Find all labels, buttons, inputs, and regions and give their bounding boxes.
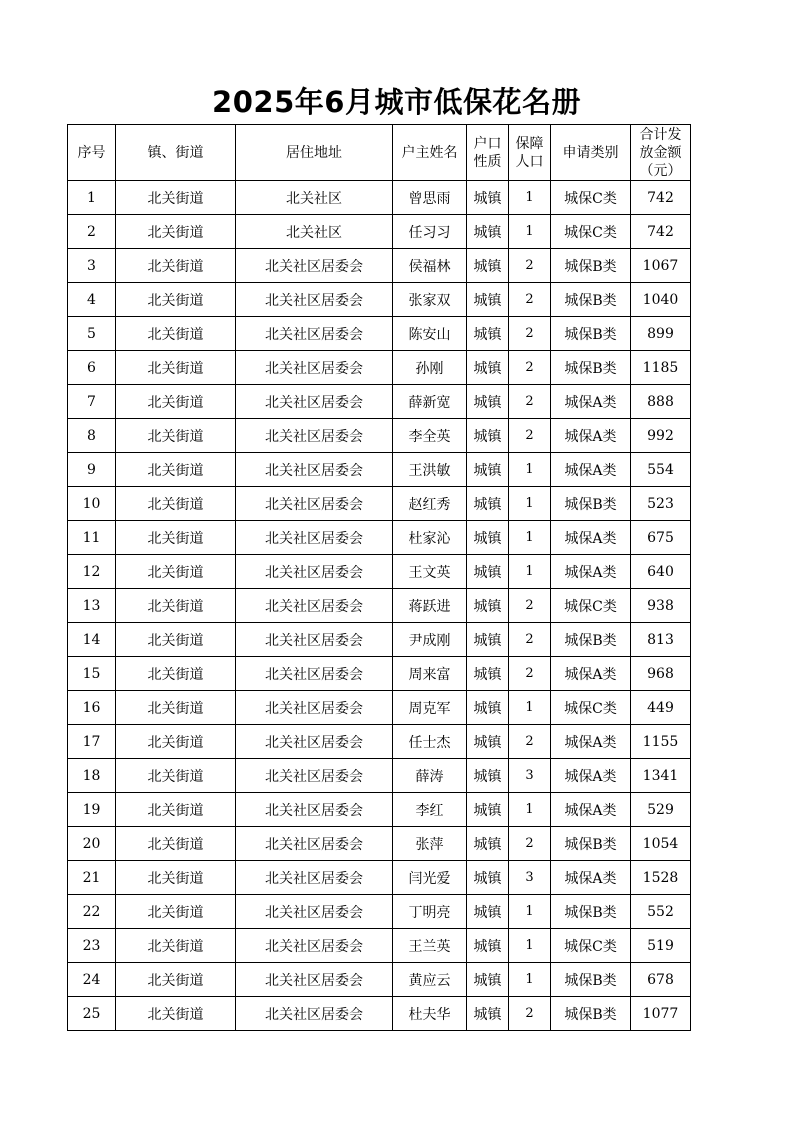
cell-address: 北关社区居委会: [236, 827, 393, 861]
header-persons-line1: 保障: [515, 135, 544, 152]
table-row: [68, 249, 691, 283]
cell-category: 城保B类: [551, 351, 631, 385]
table-row: [68, 589, 691, 623]
table-row: [68, 827, 691, 861]
cell-town: 北关街道: [116, 861, 236, 895]
table-row: [68, 487, 691, 521]
cell-hukou: 城镇: [467, 657, 509, 691]
cell-seq: 12: [68, 555, 116, 589]
cell-seq: 13: [68, 589, 116, 623]
table-row: [68, 623, 691, 657]
cell-category: 城保B类: [551, 283, 631, 317]
table-row: [68, 555, 691, 589]
cell-category: 城保B类: [551, 249, 631, 283]
cell-hukou: 城镇: [467, 793, 509, 827]
cell-hukou: 城镇: [467, 317, 509, 351]
cell-address: 北关社区居委会: [236, 657, 393, 691]
cell-amount: 1341: [631, 759, 691, 793]
cell-head-name: 赵红秀: [393, 487, 467, 521]
cell-category: 城保B类: [551, 317, 631, 351]
cell-amount: 992: [631, 419, 691, 453]
cell-amount: 1040: [631, 283, 691, 317]
table-row: [68, 759, 691, 793]
cell-amount: 678: [631, 963, 691, 997]
cell-category: 城保A类: [551, 453, 631, 487]
cell-address: 北关社区居委会: [236, 929, 393, 963]
cell-amount: 888: [631, 385, 691, 419]
table-row: [68, 453, 691, 487]
cell-persons: 1: [509, 793, 551, 827]
cell-persons: 2: [509, 623, 551, 657]
cell-category: 城保A类: [551, 793, 631, 827]
cell-seq: 22: [68, 895, 116, 929]
cell-category: 城保B类: [551, 963, 631, 997]
cell-head-name: 李全英: [393, 419, 467, 453]
cell-town: 北关街道: [116, 963, 236, 997]
cell-town: 北关街道: [116, 317, 236, 351]
cell-category: 城保A类: [551, 385, 631, 419]
cell-seq: 4: [68, 283, 116, 317]
cell-head-name: 王兰英: [393, 929, 467, 963]
cell-address: 北关社区居委会: [236, 385, 393, 419]
header-amount-line1: 合计发: [639, 126, 682, 143]
cell-head-name: 黄应云: [393, 963, 467, 997]
cell-amount: 1155: [631, 725, 691, 759]
cell-persons: 1: [509, 963, 551, 997]
cell-town: 北关街道: [116, 249, 236, 283]
cell-address: 北关社区居委会: [236, 283, 393, 317]
cell-amount: 813: [631, 623, 691, 657]
cell-hukou: 城镇: [467, 215, 509, 249]
header-persons: [509, 125, 551, 181]
cell-amount: 519: [631, 929, 691, 963]
cell-persons: 2: [509, 997, 551, 1031]
cell-town: 北关街道: [116, 827, 236, 861]
cell-seq: 20: [68, 827, 116, 861]
cell-head-name: 任士杰: [393, 725, 467, 759]
cell-amount: 554: [631, 453, 691, 487]
roster-table: [67, 124, 691, 1031]
cell-head-name: 张家双: [393, 283, 467, 317]
cell-address: 北关社区居委会: [236, 691, 393, 725]
table-row: [68, 317, 691, 351]
cell-category: 城保B类: [551, 827, 631, 861]
cell-amount: 1185: [631, 351, 691, 385]
cell-head-name: 孙刚: [393, 351, 467, 385]
cell-amount: 449: [631, 691, 691, 725]
cell-town: 北关街道: [116, 793, 236, 827]
cell-head-name: 杜夫华: [393, 997, 467, 1031]
cell-town: 北关街道: [116, 895, 236, 929]
cell-amount: 675: [631, 521, 691, 555]
cell-address: 北关社区居委会: [236, 317, 393, 351]
cell-category: 城保A类: [551, 759, 631, 793]
cell-seq: 19: [68, 793, 116, 827]
cell-amount: 1067: [631, 249, 691, 283]
cell-address: 北关社区居委会: [236, 589, 393, 623]
header-hukou-line2: 性质: [473, 153, 502, 170]
cell-persons: 2: [509, 249, 551, 283]
cell-seq: 1: [68, 181, 116, 215]
cell-amount: 523: [631, 487, 691, 521]
cell-address: 北关社区居委会: [236, 487, 393, 521]
cell-hukou: 城镇: [467, 351, 509, 385]
cell-persons: 1: [509, 453, 551, 487]
cell-address: 北关社区居委会: [236, 725, 393, 759]
cell-head-name: 丁明亮: [393, 895, 467, 929]
table-body: [68, 181, 691, 1031]
cell-town: 北关街道: [116, 351, 236, 385]
cell-hukou: 城镇: [467, 861, 509, 895]
cell-hukou: 城镇: [467, 453, 509, 487]
cell-seq: 23: [68, 929, 116, 963]
header-seq: 序号: [68, 125, 116, 181]
cell-seq: 25: [68, 997, 116, 1031]
header-amount: [631, 125, 691, 181]
cell-town: 北关街道: [116, 929, 236, 963]
header-category: 申请类别: [551, 125, 631, 181]
cell-persons: 3: [509, 759, 551, 793]
cell-address: 北关社区居委会: [236, 249, 393, 283]
cell-hukou: 城镇: [467, 691, 509, 725]
cell-category: 城保B类: [551, 997, 631, 1031]
cell-category: 城保B类: [551, 487, 631, 521]
cell-persons: 3: [509, 861, 551, 895]
cell-persons: 1: [509, 691, 551, 725]
cell-address: 北关社区居委会: [236, 521, 393, 555]
cell-head-name: 王文英: [393, 555, 467, 589]
table-header-row: [68, 125, 691, 181]
cell-hukou: 城镇: [467, 963, 509, 997]
table-row: [68, 385, 691, 419]
header-hukou: [467, 125, 509, 181]
cell-amount: 899: [631, 317, 691, 351]
table-row: [68, 861, 691, 895]
cell-amount: 938: [631, 589, 691, 623]
cell-persons: 1: [509, 215, 551, 249]
cell-amount: 552: [631, 895, 691, 929]
cell-persons: 1: [509, 487, 551, 521]
cell-persons: 2: [509, 589, 551, 623]
table-row: [68, 181, 691, 215]
cell-persons: 1: [509, 895, 551, 929]
cell-seq: 6: [68, 351, 116, 385]
cell-category: 城保B类: [551, 623, 631, 657]
cell-category: 城保C类: [551, 691, 631, 725]
cell-hukou: 城镇: [467, 487, 509, 521]
cell-seq: 16: [68, 691, 116, 725]
cell-head-name: 蒋跃进: [393, 589, 467, 623]
cell-hukou: 城镇: [467, 759, 509, 793]
cell-amount: 742: [631, 181, 691, 215]
cell-head-name: 尹成刚: [393, 623, 467, 657]
header-amount-line2: 放金额: [639, 144, 682, 161]
table-row: [68, 997, 691, 1031]
cell-address: 北关社区居委会: [236, 453, 393, 487]
cell-hukou: 城镇: [467, 725, 509, 759]
table-row: [68, 521, 691, 555]
table-row: [68, 963, 691, 997]
table-row: [68, 419, 691, 453]
cell-head-name: 周来富: [393, 657, 467, 691]
cell-category: 城保C类: [551, 181, 631, 215]
cell-category: 城保C类: [551, 215, 631, 249]
cell-persons: 2: [509, 827, 551, 861]
cell-hukou: 城镇: [467, 385, 509, 419]
cell-head-name: 陈安山: [393, 317, 467, 351]
table-row: [68, 215, 691, 249]
cell-category: 城保C类: [551, 589, 631, 623]
table-row: [68, 929, 691, 963]
cell-head-name: 薛新宽: [393, 385, 467, 419]
cell-address: 北关社区居委会: [236, 759, 393, 793]
cell-seq: 8: [68, 419, 116, 453]
cell-town: 北关街道: [116, 555, 236, 589]
cell-hukou: 城镇: [467, 895, 509, 929]
cell-persons: 2: [509, 657, 551, 691]
cell-seq: 17: [68, 725, 116, 759]
cell-amount: 640: [631, 555, 691, 589]
cell-town: 北关街道: [116, 215, 236, 249]
header-address: 居住地址: [236, 125, 393, 181]
cell-town: 北关街道: [116, 487, 236, 521]
cell-seq: 21: [68, 861, 116, 895]
cell-persons: 2: [509, 351, 551, 385]
cell-seq: 3: [68, 249, 116, 283]
cell-seq: 10: [68, 487, 116, 521]
cell-hukou: 城镇: [467, 997, 509, 1031]
cell-address: 北关社区居委会: [236, 997, 393, 1031]
cell-town: 北关街道: [116, 419, 236, 453]
cell-persons: 1: [509, 181, 551, 215]
cell-hukou: 城镇: [467, 181, 509, 215]
table-row: [68, 725, 691, 759]
cell-amount: 1528: [631, 861, 691, 895]
cell-category: 城保A类: [551, 419, 631, 453]
cell-amount: 529: [631, 793, 691, 827]
cell-head-name: 王洪敏: [393, 453, 467, 487]
cell-head-name: 侯福林: [393, 249, 467, 283]
cell-town: 北关街道: [116, 283, 236, 317]
cell-persons: 2: [509, 283, 551, 317]
cell-address: 北关社区居委会: [236, 963, 393, 997]
table-row: [68, 351, 691, 385]
cell-town: 北关街道: [116, 589, 236, 623]
cell-hukou: 城镇: [467, 827, 509, 861]
cell-seq: 9: [68, 453, 116, 487]
table-row: [68, 283, 691, 317]
cell-persons: 2: [509, 725, 551, 759]
cell-town: 北关街道: [116, 453, 236, 487]
cell-amount: 742: [631, 215, 691, 249]
cell-seq: 11: [68, 521, 116, 555]
table-row: [68, 793, 691, 827]
cell-hukou: 城镇: [467, 929, 509, 963]
cell-town: 北关街道: [116, 997, 236, 1031]
cell-seq: 15: [68, 657, 116, 691]
cell-persons: 1: [509, 555, 551, 589]
cell-persons: 2: [509, 419, 551, 453]
cell-amount: 968: [631, 657, 691, 691]
header-hukou-line1: 户口: [473, 135, 502, 152]
cell-persons: 1: [509, 521, 551, 555]
cell-amount: 1054: [631, 827, 691, 861]
cell-category: 城保A类: [551, 725, 631, 759]
cell-head-name: 张萍: [393, 827, 467, 861]
header-head-name: 户主姓名: [393, 125, 467, 181]
cell-hukou: 城镇: [467, 419, 509, 453]
cell-town: 北关街道: [116, 657, 236, 691]
cell-category: 城保A类: [551, 861, 631, 895]
cell-hukou: 城镇: [467, 249, 509, 283]
cell-category: 城保A类: [551, 521, 631, 555]
cell-town: 北关街道: [116, 385, 236, 419]
cell-address: 北关社区居委会: [236, 861, 393, 895]
cell-town: 北关街道: [116, 181, 236, 215]
cell-amount: 1077: [631, 997, 691, 1031]
cell-address: 北关社区: [236, 181, 393, 215]
page-title: 2025年6月城市低保花名册: [212, 85, 581, 119]
cell-town: 北关街道: [116, 691, 236, 725]
cell-seq: 14: [68, 623, 116, 657]
cell-seq: 5: [68, 317, 116, 351]
cell-hukou: 城镇: [467, 623, 509, 657]
cell-head-name: 周克军: [393, 691, 467, 725]
cell-category: 城保B类: [551, 895, 631, 929]
cell-address: 北关社区居委会: [236, 895, 393, 929]
cell-hukou: 城镇: [467, 283, 509, 317]
cell-town: 北关街道: [116, 623, 236, 657]
table-row: [68, 657, 691, 691]
cell-seq: 2: [68, 215, 116, 249]
cell-head-name: 闫光爱: [393, 861, 467, 895]
cell-address: 北关社区居委会: [236, 793, 393, 827]
cell-town: 北关街道: [116, 759, 236, 793]
cell-town: 北关街道: [116, 725, 236, 759]
cell-head-name: 李红: [393, 793, 467, 827]
cell-seq: 24: [68, 963, 116, 997]
cell-town: 北关街道: [116, 521, 236, 555]
cell-address: 北关社区居委会: [236, 419, 393, 453]
cell-seq: 7: [68, 385, 116, 419]
cell-address: 北关社区居委会: [236, 351, 393, 385]
cell-persons: 2: [509, 385, 551, 419]
cell-category: 城保A类: [551, 657, 631, 691]
header-persons-line2: 人口: [515, 153, 544, 170]
cell-hukou: 城镇: [467, 589, 509, 623]
cell-persons: 2: [509, 317, 551, 351]
cell-address: 北关社区: [236, 215, 393, 249]
cell-head-name: 任习习: [393, 215, 467, 249]
cell-persons: 1: [509, 929, 551, 963]
cell-seq: 18: [68, 759, 116, 793]
cell-category: 城保A类: [551, 555, 631, 589]
cell-hukou: 城镇: [467, 555, 509, 589]
table-row: [68, 895, 691, 929]
cell-address: 北关社区居委会: [236, 623, 393, 657]
header-town: 镇、街道: [116, 125, 236, 181]
cell-hukou: 城镇: [467, 521, 509, 555]
cell-address: 北关社区居委会: [236, 555, 393, 589]
table-row: [68, 691, 691, 725]
cell-category: 城保C类: [551, 929, 631, 963]
cell-head-name: 杜家沁: [393, 521, 467, 555]
cell-head-name: 薛涛: [393, 759, 467, 793]
header-amount-line3: （元）: [639, 162, 682, 179]
cell-head-name: 曾思雨: [393, 181, 467, 215]
